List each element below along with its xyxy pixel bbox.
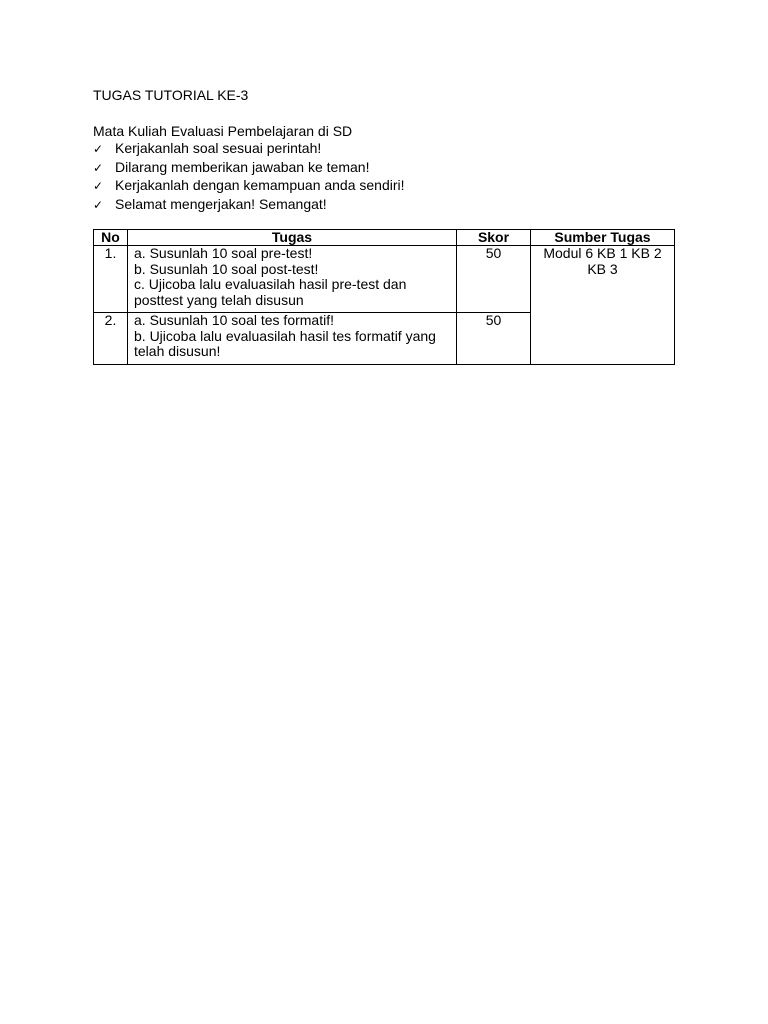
task-cell <box>128 246 457 313</box>
checkmark-icon: ✓ <box>93 197 104 212</box>
rule-text: Kerjakanlah dengan kemampuan anda sendiri! <box>115 177 405 193</box>
rule-text: Kerjakanlah soal sesuai perintah! <box>115 140 322 156</box>
header-tugas: Tugas <box>128 230 457 246</box>
row-number: 1. <box>94 246 128 313</box>
table-row <box>94 246 675 313</box>
rule-text: Dilarang memberikan jawaban ke teman! <box>115 158 370 175</box>
score-cell: 50 <box>457 313 531 365</box>
rules-list <box>93 140 405 214</box>
document-title: TUGAS TUTORIAL KE-3 <box>93 87 249 103</box>
task-cell <box>128 313 457 365</box>
task-line: b. Susunlah 10 soal post-test! <box>134 260 319 277</box>
task-line: a. Susunlah 10 soal tes formatif! <box>134 312 334 328</box>
header-skor: Skor <box>457 230 531 246</box>
list-item <box>93 159 405 178</box>
task-line: a. Susunlah 10 soal pre-test! <box>134 245 313 261</box>
row-number: 2. <box>94 313 128 365</box>
checkmark-icon: ✓ <box>93 179 104 193</box>
rule-text: Selamat mengerjakan! Semangat! <box>115 195 327 212</box>
header-sumber: Sumber Tugas <box>531 230 675 246</box>
table-header-row <box>94 230 675 246</box>
checkmark-icon: ✓ <box>93 142 104 156</box>
list-item <box>93 140 405 159</box>
task-line: c. Ujicoba lalu evaluasilah hasil pre-test dan posttest yang telah disusun <box>134 276 407 308</box>
task-line: b. Ujicoba lalu evaluasilah hasil tes formatif yang telah disusun! <box>134 327 436 359</box>
list-item <box>93 177 405 196</box>
checkmark-icon: ✓ <box>93 160 104 175</box>
source-cell: Modul 6 KB 1 KB 2 KB 3 <box>531 246 675 365</box>
list-item <box>93 196 405 215</box>
header-no: No <box>94 230 128 246</box>
task-table <box>93 229 675 365</box>
course-name: Mata Kuliah Evaluasi Pembelajaran di SD <box>93 123 353 139</box>
score-cell: 50 <box>457 246 531 313</box>
